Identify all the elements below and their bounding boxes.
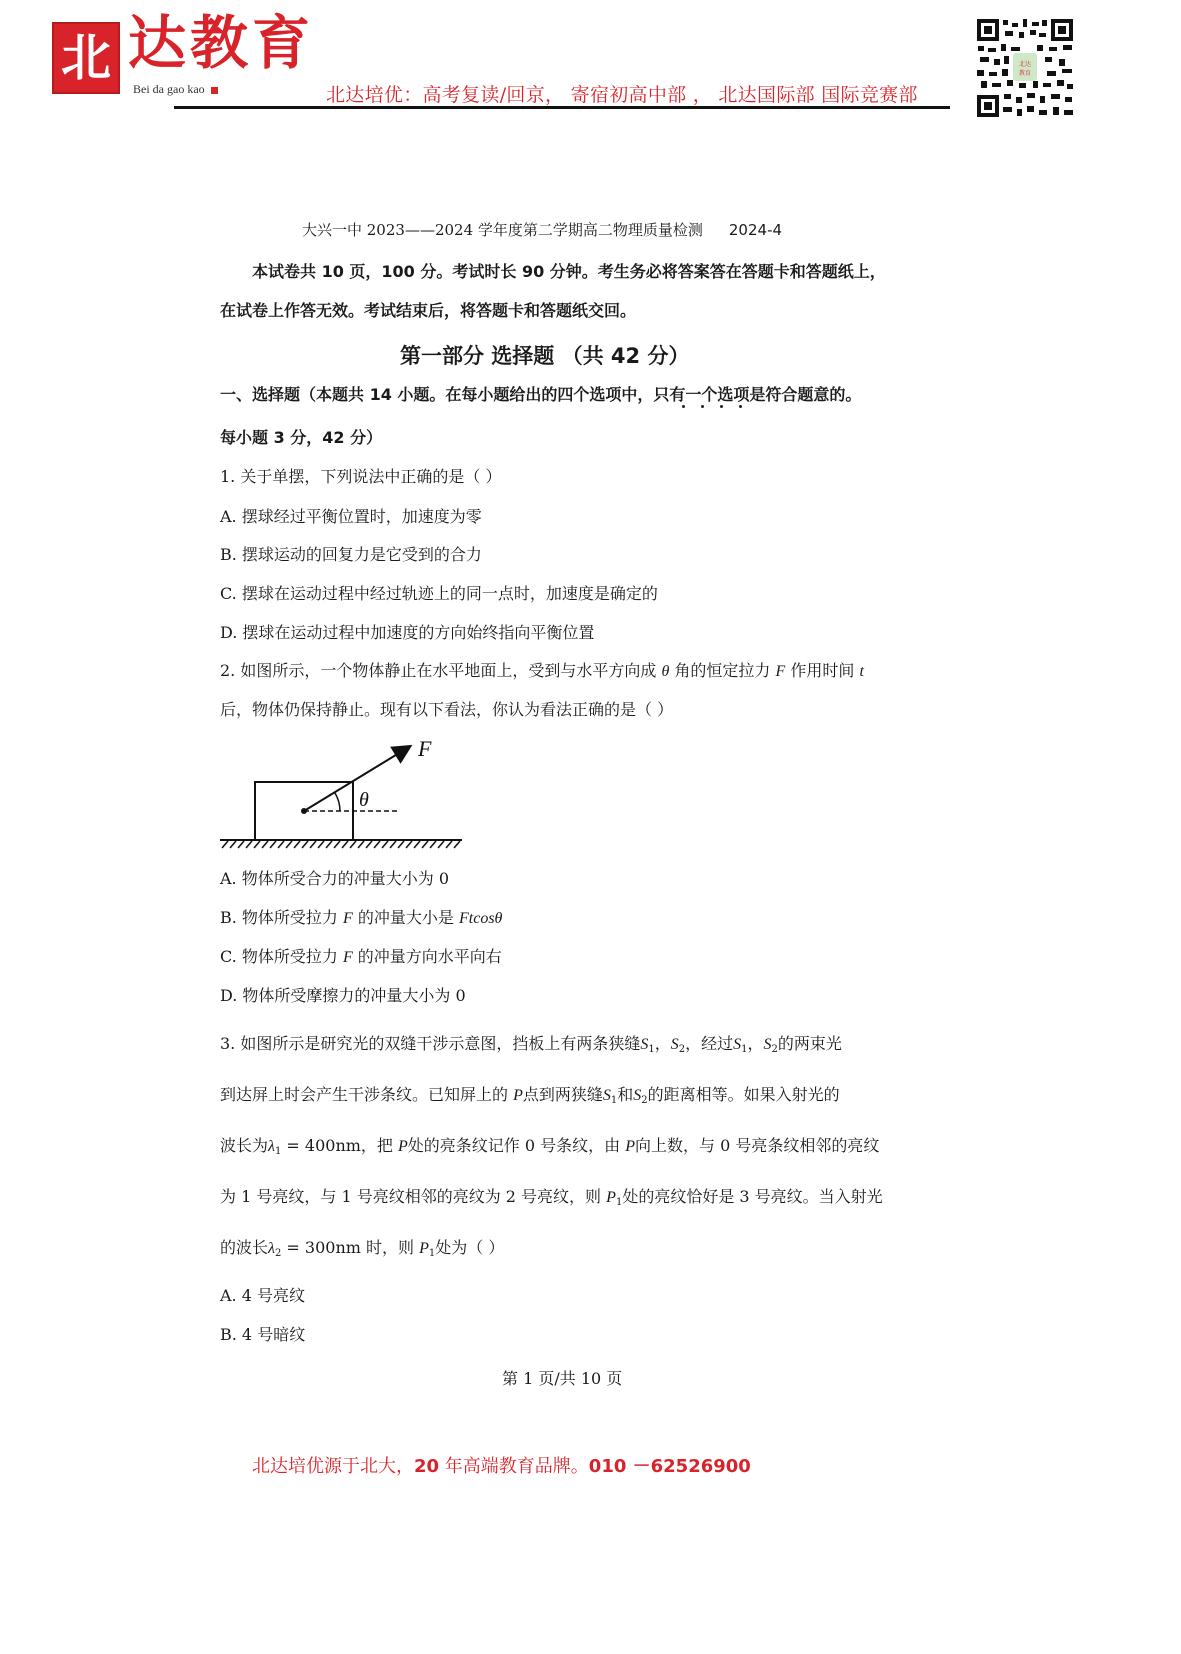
q2b-force-symbol: F xyxy=(343,910,353,927)
q3-text: 到达屏上时会产生干涉条纹。已知屏上的 xyxy=(220,1085,514,1104)
subscript: 1 xyxy=(428,1248,436,1259)
q2c-text: C. 物体所受拉力 xyxy=(220,947,343,966)
footer-ad-years: 20 xyxy=(414,1456,440,1477)
q2-stem-text: 作用时间 xyxy=(785,661,860,680)
slit-symbol: S xyxy=(763,1036,772,1053)
subscript: 1 xyxy=(648,1044,655,1055)
question-3-line-4 xyxy=(220,1184,883,1208)
question-3-line-3 xyxy=(220,1133,879,1157)
subscript: 1 xyxy=(741,1044,748,1055)
point-symbol: P xyxy=(419,1240,429,1257)
wavelength-symbol: λ xyxy=(268,1240,275,1257)
subscript: 2 xyxy=(771,1044,778,1055)
subscript: 1 xyxy=(274,1146,282,1157)
q3-text: 点到两狭缝 xyxy=(522,1085,603,1104)
exam-date: 2024-4 xyxy=(728,221,783,239)
svg-text:北达: 北达 xyxy=(1018,61,1032,68)
question-3-option-b: B. 4 号暗纹 xyxy=(220,1325,306,1344)
slit-symbol: S xyxy=(670,1036,679,1053)
qr-code-icon xyxy=(975,17,1075,119)
q3-text: ， xyxy=(654,1034,671,1053)
question-2-option-a: A. 物体所受合力的冲量大小为 0 xyxy=(220,869,449,888)
q2b-text: B. 物体所受拉力 xyxy=(220,908,344,927)
q2-stem-text: 角的恒定拉力 xyxy=(669,661,776,680)
q2-stem-text: 2. 如图所示，一个物体静止在水平地面上，受到与水平方向成 xyxy=(220,661,662,680)
brand-logo-name: 达教育 xyxy=(128,9,315,77)
ground-hatching xyxy=(222,841,460,848)
q3-text: 处的亮条纹记作 0 号条纹，由 xyxy=(407,1136,626,1155)
q3-text: 处为（ ） xyxy=(435,1238,505,1257)
slit-symbol: S xyxy=(640,1036,649,1053)
subscript: 2 xyxy=(641,1095,648,1106)
question-1-option-a: A. 摆球经过平衡位置时，加速度为零 xyxy=(220,507,482,526)
q3-text: 为 1 号亮纹，与 1 号亮纹相邻的亮纹为 2 号亮纹，则 xyxy=(220,1187,607,1206)
q3-text: ，经过 xyxy=(685,1034,734,1053)
force-label: F xyxy=(418,736,432,761)
svg-text:教育: 教育 xyxy=(1018,70,1032,77)
q3-text: 向上数，与 0 号亮条纹相邻的亮纹 xyxy=(635,1136,880,1155)
footer-advertisement xyxy=(252,1452,751,1478)
part-title: 第一部分 选择题 （共 42 分） xyxy=(400,344,690,368)
footer-ad-text: 北达培优源于北大， xyxy=(252,1456,414,1477)
question-3-option-a: A. 4 号亮纹 xyxy=(220,1286,305,1305)
angle-arc xyxy=(335,793,340,811)
point-symbol: P xyxy=(606,1189,616,1206)
emphasis-dots xyxy=(680,405,744,411)
exam-intro-line-2: 在试卷上作答无效。考试结束后，将答题卡和答题纸交回。 xyxy=(220,301,637,320)
q2-theta: θ xyxy=(661,663,670,680)
point-symbol: P xyxy=(513,1087,523,1104)
question-2-option-b xyxy=(220,905,502,928)
slit-symbol: S xyxy=(733,1036,742,1053)
question-3-line-5 xyxy=(220,1235,504,1259)
question-2-stem-line-1 xyxy=(220,658,864,681)
q2c-text: 的冲量方向水平向右 xyxy=(352,947,502,966)
question-2-stem-line-2: 后，物体仍保持静止。现有以下看法，你认为看法正确的是（ ） xyxy=(220,700,674,719)
subscript: 1 xyxy=(615,1197,623,1208)
question-1-option-c: C. 摆球在运动过程中经过轨迹上的同一点时，加速度是确定的 xyxy=(220,584,658,603)
q3-text: 3. 如图所示是研究光的双缝干涉示意图，挡板上有两条狭缝 xyxy=(220,1034,641,1053)
slit-symbol: S xyxy=(633,1087,642,1104)
angle-label: θ xyxy=(359,789,369,811)
footer-ad-text: 年高端教育品牌。 xyxy=(439,1456,589,1477)
q3-text: = 300nm 时，则 xyxy=(281,1238,420,1257)
q3-text: 的波长 xyxy=(220,1238,269,1257)
q3-text: 波长为 xyxy=(220,1136,269,1155)
question-2-figure xyxy=(218,730,468,855)
q3-text: 的距离相等。如果入射光的 xyxy=(647,1085,840,1104)
exam-intro-line-1: 本试卷共 10 页，100 分。考试时长 90 分钟。考生务必将答案答在答题卡和答题纸上， xyxy=(252,262,886,281)
q3-text: 和 xyxy=(617,1085,634,1104)
q2c-force-symbol: F xyxy=(342,949,353,966)
wavelength-symbol: λ xyxy=(268,1138,275,1155)
header-divider xyxy=(174,106,950,109)
q3-text: = 400nm，把 xyxy=(281,1136,399,1155)
q2-force-symbol: F xyxy=(775,663,786,680)
force-arrow xyxy=(304,747,409,811)
question-2-option-c xyxy=(220,944,502,967)
q3-text: 的两束光 xyxy=(777,1034,842,1053)
question-2-option-d: D. 物体所受摩擦力的冲量大小为 0 xyxy=(220,986,466,1005)
subscript: 2 xyxy=(678,1044,686,1055)
point-symbol: P xyxy=(625,1138,636,1155)
question-3-line-2 xyxy=(220,1082,840,1106)
brand-logo-subtitle xyxy=(133,82,218,97)
logo-mark-text: 北 xyxy=(61,29,111,87)
question-3-line-1 xyxy=(220,1031,842,1055)
brand-logo-mark xyxy=(52,22,120,94)
page-number: 第 1 页/共 10 页 xyxy=(502,1369,623,1388)
point-symbol: P xyxy=(398,1138,408,1155)
subscript: 1 xyxy=(610,1095,618,1106)
exam-title-text: 大兴一中 2023——2024 学年度第二学期高二物理质量检测 xyxy=(302,221,703,239)
slit-symbol: S xyxy=(602,1087,611,1104)
q2-time-symbol: t xyxy=(859,663,864,680)
question-1-option-d: D. 摆球在运动过程中加速度的方向始终指向平衡位置 xyxy=(220,623,595,642)
header-slogan: 北达培优：高考复读/回京， 寄宿初高中部 ， 北达国际部 国际竞赛部 xyxy=(326,84,918,106)
q3-text: ， xyxy=(747,1034,764,1053)
section-instruction-line-1: 一、选择题（本题共 14 小题。在每小题给出的四个选项中，只有一个选项是符合题意的。 xyxy=(220,385,862,404)
logo-subtitle-text: Bei da gao kao xyxy=(133,82,205,96)
question-1-stem: 1. 关于单摆，下列说法中正确的是（ ） xyxy=(220,467,502,486)
logo-square-icon xyxy=(211,87,218,94)
q2b-text: 的冲量大小是 xyxy=(352,908,459,927)
q3-text: 处的亮纹恰好是 3 号亮纹。当入射光 xyxy=(622,1187,883,1206)
subscript: 2 xyxy=(274,1248,282,1259)
exam-title xyxy=(302,219,782,240)
section-instruction-line-2: 每小题 3 分，42 分） xyxy=(220,428,383,447)
q2b-expression: Ftcosθ xyxy=(459,910,503,927)
question-1-option-b: B. 摆球运动的回复力是它受到的合力 xyxy=(220,545,482,564)
footer-phone: 010 －62526900 xyxy=(588,1456,751,1477)
